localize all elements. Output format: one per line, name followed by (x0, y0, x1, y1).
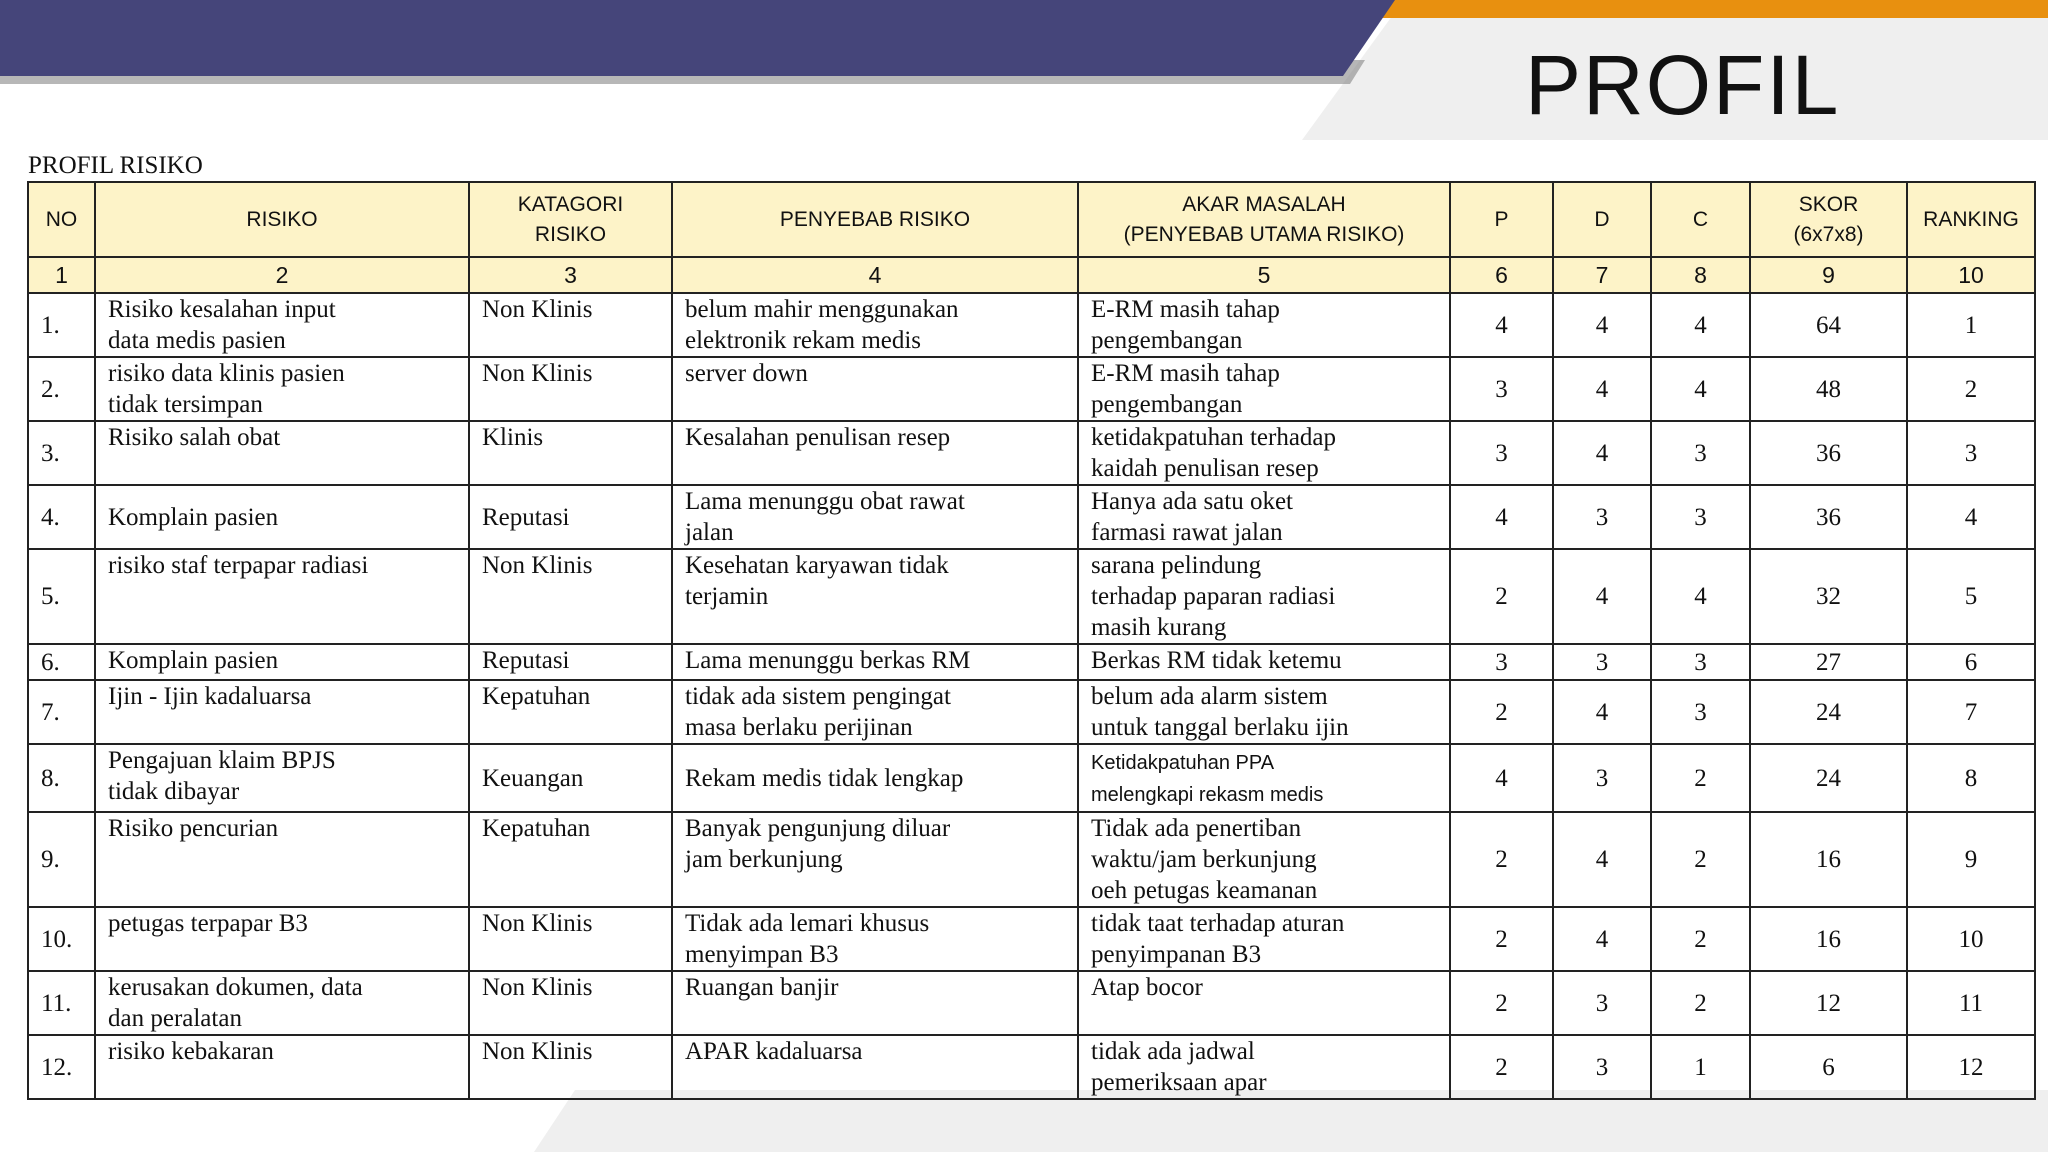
cell-p: 3 (1450, 421, 1553, 485)
cell-no: 12. (28, 1035, 95, 1099)
cell-no: 9. (28, 812, 95, 907)
cell-akar-line: pengembangan (1091, 391, 1243, 418)
column-number: 10 (1907, 257, 2035, 293)
cell-p: 2 (1450, 907, 1553, 971)
cell-c: 3 (1651, 485, 1750, 549)
cell-risiko (95, 485, 469, 549)
column-number: 3 (469, 257, 672, 293)
cell-no: 4. (28, 485, 95, 549)
cell-akar-line: kaidah penulisan resep (1091, 455, 1319, 482)
cell-risiko-line: Risiko pencurian (108, 815, 279, 842)
cell-risiko-line: tidak tersimpan (108, 391, 263, 418)
cell-kategori (469, 644, 672, 680)
cell-ranking: 6 (1907, 644, 2035, 680)
cell-no: 3. (28, 421, 95, 485)
cell-akar-line: terhadap paparan radiasi (1091, 583, 1336, 610)
cell-penyebab (672, 1035, 1078, 1099)
cell-skor: 16 (1750, 907, 1907, 971)
cell-risiko-line: Komplain pasien (108, 503, 279, 531)
cell-akar-line: tidak taat terhadap aturan (1091, 910, 1345, 937)
cell-kategori (469, 357, 672, 421)
cell-ranking: 12 (1907, 1035, 2035, 1099)
cell-akar (1078, 744, 1450, 812)
cell-p: 2 (1450, 549, 1553, 644)
cell-akar-line: masih kurang (1091, 614, 1227, 641)
cell-no: 10. (28, 907, 95, 971)
cell-akar-line: belum ada alarm sistem (1091, 683, 1328, 710)
header-text: PENYEBAB RISIKO (779, 207, 971, 231)
cell-akar (1078, 549, 1450, 644)
purple-banner (0, 0, 1395, 76)
risk-profile-table (27, 181, 2036, 1100)
cell-kategori (469, 549, 672, 644)
cell-risiko-line: Risiko salah obat (108, 424, 281, 451)
cell-p: 4 (1450, 293, 1553, 357)
cell-d: 3 (1553, 1035, 1651, 1099)
header-text: (PENYEBAB UTAMA RISIKO) (1123, 222, 1405, 246)
cell-penyebab (672, 485, 1078, 549)
cell-akar-line: sarana pelindung (1091, 552, 1262, 579)
cell-p: 4 (1450, 744, 1553, 812)
cell-no: 11. (28, 971, 95, 1035)
slide-title: PROFIL (1525, 38, 1841, 132)
cell-kategori (469, 1035, 672, 1099)
table-row (28, 680, 2035, 744)
column-number: 4 (672, 257, 1078, 293)
cell-p: 2 (1450, 812, 1553, 907)
cell-akar-line: E-RM masih tahap (1091, 360, 1280, 387)
cell-no: 6. (28, 644, 95, 680)
cell-c: 2 (1651, 812, 1750, 907)
cell-skor: 24 (1750, 680, 1907, 744)
cell-akar (1078, 812, 1450, 907)
cell-d: 3 (1553, 971, 1651, 1035)
cell-skor: 36 (1750, 421, 1907, 485)
cell-akar (1078, 485, 1450, 549)
cell-akar-line: ketidakpatuhan terhadap (1091, 424, 1337, 451)
cell-kategori-line: Kepatuhan (482, 683, 591, 710)
cell-akar-line: waktu/jam berkunjung (1091, 846, 1317, 873)
cell-risiko (95, 644, 469, 680)
cell-kategori-line: Non Klinis (482, 974, 593, 1001)
cell-risiko (95, 549, 469, 644)
cell-risiko-line: Risiko kesalahan input (108, 296, 336, 323)
table-row (28, 907, 2035, 971)
header-text: SKOR (1798, 192, 1859, 216)
cell-akar-line: Ketidakpatuhan PPA (1091, 752, 1275, 774)
column-number-row (28, 257, 2035, 293)
table-caption: PROFIL RISIKO (28, 152, 203, 179)
cell-d: 4 (1553, 549, 1651, 644)
cell-skor: 6 (1750, 1035, 1907, 1099)
cell-risiko (95, 744, 469, 812)
cell-penyebab (672, 744, 1078, 812)
column-number: 8 (1651, 257, 1750, 293)
cell-penyebab-line: terjamin (685, 583, 769, 610)
cell-penyebab (672, 421, 1078, 485)
cell-akar-line: penyimpanan B3 (1091, 941, 1262, 968)
column-number: 6 (1450, 257, 1553, 293)
cell-skor: 36 (1750, 485, 1907, 549)
cell-skor: 48 (1750, 357, 1907, 421)
cell-ranking: 9 (1907, 812, 2035, 907)
cell-penyebab-line: APAR kadaluarsa (685, 1038, 863, 1065)
cell-kategori-line: Reputasi (482, 503, 570, 531)
cell-ranking: 2 (1907, 357, 2035, 421)
cell-c: 2 (1651, 907, 1750, 971)
cell-skor: 64 (1750, 293, 1907, 357)
table-row (28, 744, 2035, 812)
cell-skor: 16 (1750, 812, 1907, 907)
cell-akar-line: farmasi rawat jalan (1091, 519, 1283, 546)
cell-d: 3 (1553, 485, 1651, 549)
cell-kategori (469, 421, 672, 485)
column-number: 1 (28, 257, 95, 293)
cell-skor: 24 (1750, 744, 1907, 812)
cell-akar (1078, 644, 1450, 680)
cell-kategori (469, 907, 672, 971)
header-risiko (95, 182, 469, 257)
table-row (28, 357, 2035, 421)
cell-penyebab-line: menyimpan B3 (685, 941, 839, 968)
cell-akar (1078, 293, 1450, 357)
header-kategori (469, 182, 672, 257)
cell-risiko-line: tidak dibayar (108, 778, 240, 805)
cell-penyebab-line: jalan (685, 519, 734, 546)
cell-ranking: 5 (1907, 549, 2035, 644)
cell-risiko (95, 293, 469, 357)
header-ranking (1907, 182, 2035, 257)
risk-table-body (28, 293, 2035, 1099)
cell-kategori (469, 812, 672, 907)
table-row (28, 644, 2035, 680)
cell-akar (1078, 421, 1450, 485)
cell-skor: 12 (1750, 971, 1907, 1035)
cell-akar-line: Berkas RM tidak ketemu (1091, 647, 1342, 674)
cell-risiko (95, 907, 469, 971)
cell-ranking: 7 (1907, 680, 2035, 744)
cell-akar-line: E-RM masih tahap (1091, 296, 1280, 323)
orange-accent-band (1378, 0, 2048, 18)
cell-d: 4 (1553, 293, 1651, 357)
cell-kategori-line: Keuangan (482, 764, 584, 792)
cell-penyebab (672, 357, 1078, 421)
header-text: D (1594, 207, 1610, 231)
cell-c: 1 (1651, 1035, 1750, 1099)
header-d (1553, 182, 1651, 257)
table-row (28, 549, 2035, 644)
header-skor (1750, 182, 1907, 257)
cell-risiko-line: kerusakan dokumen, data (108, 974, 363, 1001)
cell-no: 5. (28, 549, 95, 644)
cell-ranking: 8 (1907, 744, 2035, 812)
cell-kategori (469, 680, 672, 744)
cell-akar-line: pemeriksaan apar (1091, 1069, 1267, 1096)
cell-skor: 32 (1750, 549, 1907, 644)
cell-kategori-line: Kepatuhan (482, 815, 591, 842)
cell-c: 4 (1651, 549, 1750, 644)
cell-risiko (95, 812, 469, 907)
column-number: 7 (1553, 257, 1651, 293)
cell-risiko (95, 357, 469, 421)
column-number: 2 (95, 257, 469, 293)
cell-risiko (95, 971, 469, 1035)
header-text: NO (45, 207, 78, 231)
header-akar (1078, 182, 1450, 257)
cell-c: 4 (1651, 357, 1750, 421)
cell-kategori-line: Non Klinis (482, 360, 593, 387)
cell-kategori (469, 293, 672, 357)
header-penyebab (672, 182, 1078, 257)
cell-p: 3 (1450, 644, 1553, 680)
cell-penyebab-line: Kesehatan karyawan tidak (685, 552, 949, 579)
column-number: 5 (1078, 257, 1450, 293)
cell-akar-line: pengembangan (1091, 327, 1243, 354)
cell-penyebab-line: Banyak pengunjung diluar (685, 815, 951, 842)
cell-ranking: 3 (1907, 421, 2035, 485)
header-text: RANKING (1923, 207, 2019, 231)
cell-no: 8. (28, 744, 95, 812)
cell-ranking: 4 (1907, 485, 2035, 549)
cell-kategori-line: Reputasi (482, 647, 570, 674)
cell-risiko-line: Pengajuan klaim BPJS (108, 747, 336, 774)
cell-kategori (469, 971, 672, 1035)
header-text: AKAR MASALAH (1182, 192, 1346, 216)
cell-d: 4 (1553, 812, 1651, 907)
cell-penyebab-line: masa berlaku perijinan (685, 714, 913, 741)
cell-ranking: 1 (1907, 293, 2035, 357)
cell-ranking: 11 (1907, 971, 2035, 1035)
cell-penyebab-line: jam berkunjung (685, 846, 843, 873)
cell-c: 2 (1651, 971, 1750, 1035)
cell-d: 4 (1553, 421, 1651, 485)
cell-akar (1078, 680, 1450, 744)
column-number: 9 (1750, 257, 1907, 293)
cell-c: 4 (1651, 293, 1750, 357)
cell-penyebab-line: Ruangan banjir (685, 974, 839, 1001)
cell-penyebab (672, 549, 1078, 644)
cell-no: 1. (28, 293, 95, 357)
cell-penyebab-line: belum mahir menggunakan (685, 296, 959, 323)
cell-penyebab-line: Tidak ada lemari khusus (685, 910, 930, 937)
cell-kategori-line: Non Klinis (482, 552, 593, 579)
cell-akar-line: untuk tanggal berlaku ijin (1091, 714, 1349, 741)
cell-penyebab-line: Lama menunggu obat rawat (685, 488, 965, 515)
cell-risiko-line: risiko data klinis pasien (108, 360, 345, 387)
cell-risiko-line: petugas terpapar B3 (108, 910, 308, 937)
cell-akar-line: oeh petugas keamanan (1091, 877, 1318, 904)
cell-d: 3 (1553, 744, 1651, 812)
table-row (28, 812, 2035, 907)
cell-kategori (469, 744, 672, 812)
cell-penyebab-line: server down (685, 360, 808, 387)
table-row (28, 421, 2035, 485)
cell-penyebab-line: Rekam medis tidak lengkap (685, 764, 964, 792)
cell-penyebab-line: tidak ada sistem pengingat (685, 683, 951, 710)
cell-penyebab-line: Lama menunggu berkas RM (685, 647, 971, 674)
cell-penyebab (672, 971, 1078, 1035)
cell-d: 4 (1553, 680, 1651, 744)
cell-risiko-line: dan peralatan (108, 1005, 242, 1032)
header-p (1450, 182, 1553, 257)
header-no (28, 182, 95, 257)
cell-kategori-line: Non Klinis (482, 296, 593, 323)
header-text: RISIKO (246, 207, 318, 231)
cell-penyebab (672, 907, 1078, 971)
cell-akar-line: tidak ada jadwal (1091, 1038, 1255, 1065)
cell-p: 2 (1450, 971, 1553, 1035)
cell-penyebab (672, 293, 1078, 357)
cell-kategori (469, 485, 672, 549)
cell-d: 4 (1553, 357, 1651, 421)
cell-skor: 27 (1750, 644, 1907, 680)
cell-kategori-line: Non Klinis (482, 910, 593, 937)
cell-risiko (95, 1035, 469, 1099)
cell-risiko-line: risiko kebakaran (108, 1038, 274, 1065)
cell-penyebab-line: Kesalahan penulisan resep (685, 424, 951, 451)
header-row (28, 182, 2035, 257)
cell-risiko-line: Komplain pasien (108, 647, 279, 674)
cell-penyebab (672, 644, 1078, 680)
cell-akar-line: Hanya ada satu oket (1091, 488, 1294, 515)
table-row (28, 1035, 2035, 1099)
table-row (28, 485, 2035, 549)
cell-c: 3 (1651, 421, 1750, 485)
header-text: KATAGORI (517, 192, 624, 216)
table-row (28, 971, 2035, 1035)
header-text: P (1494, 207, 1509, 231)
header-text: (6x7x8) (1793, 222, 1864, 246)
header-text: C (1692, 207, 1709, 231)
cell-penyebab-line: elektronik rekam medis (685, 327, 922, 354)
table-row (28, 293, 2035, 357)
cell-akar (1078, 907, 1450, 971)
cell-penyebab (672, 680, 1078, 744)
cell-no: 2. (28, 357, 95, 421)
cell-no: 7. (28, 680, 95, 744)
header-text: RISIKO (534, 222, 607, 246)
cell-c: 2 (1651, 744, 1750, 812)
cell-d: 4 (1553, 907, 1651, 971)
cell-risiko-line: data medis pasien (108, 327, 286, 354)
cell-akar (1078, 971, 1450, 1035)
cell-ranking: 10 (1907, 907, 2035, 971)
cell-d: 3 (1553, 644, 1651, 680)
cell-kategori-line: Non Klinis (482, 1038, 593, 1065)
cell-risiko-line: Ijin - Ijin kadaluarsa (108, 683, 312, 710)
cell-p: 2 (1450, 680, 1553, 744)
cell-p: 3 (1450, 357, 1553, 421)
cell-p: 2 (1450, 1035, 1553, 1099)
cell-penyebab (672, 812, 1078, 907)
cell-c: 3 (1651, 644, 1750, 680)
cell-akar-line: Tidak ada penertiban (1091, 815, 1302, 842)
cell-akar (1078, 357, 1450, 421)
cell-risiko (95, 680, 469, 744)
cell-akar (1078, 1035, 1450, 1099)
cell-risiko (95, 421, 469, 485)
cell-akar-line: melengkapi rekasm medis (1091, 784, 1324, 806)
header-c (1651, 182, 1750, 257)
cell-p: 4 (1450, 485, 1553, 549)
cell-kategori-line: Klinis (482, 424, 544, 451)
cell-risiko-line: risiko staf terpapar radiasi (108, 552, 369, 579)
cell-akar-line: Atap bocor (1091, 974, 1203, 1001)
cell-c: 3 (1651, 680, 1750, 744)
